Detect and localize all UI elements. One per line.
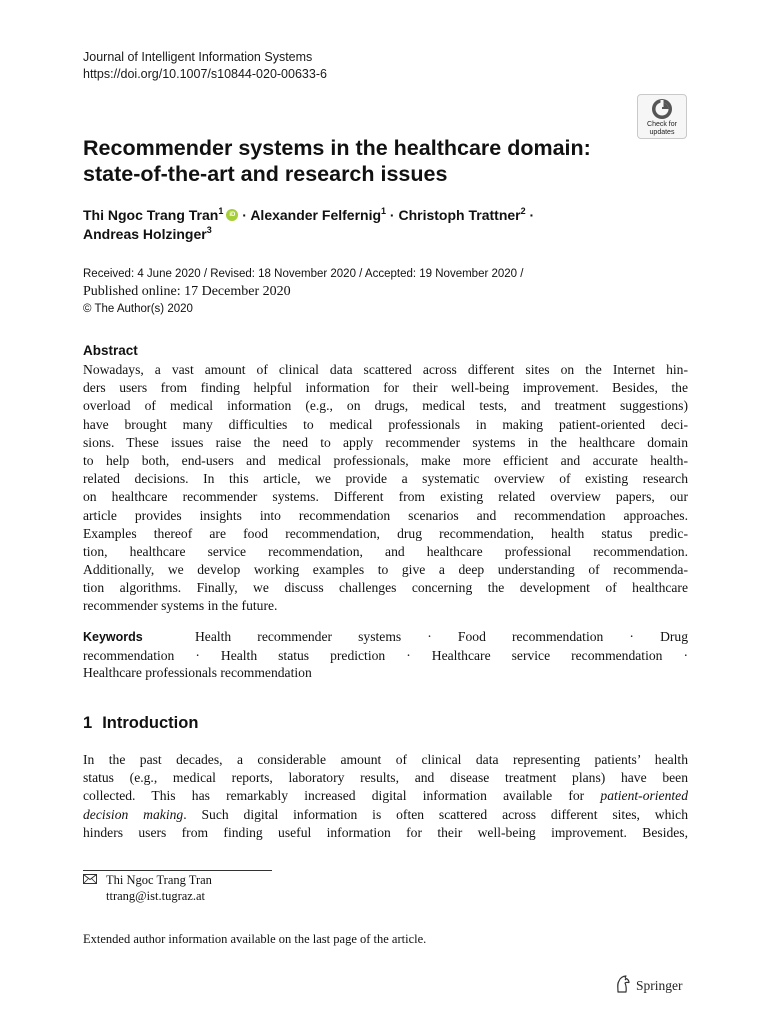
abstract-line: ders users from finding helpful information for their well-being improvement. Besides, the: [83, 380, 688, 396]
extended-author-info: Extended author information available on the last page of the article.: [83, 932, 427, 946]
title-line2: state-of-the-art and research issues: [83, 162, 448, 186]
introduction-line: [83, 824, 688, 842]
abstract-line: Examples thereof are food recommendation, drug recommendation, health status predic-: [83, 525, 688, 541]
footnote-author-name: Thi Ngoc Trang Tran: [106, 873, 212, 887]
abstract-line: to help both, end-users and medical professionals, make more efficient and accurate health-: [83, 452, 688, 468]
abstract-line: article provides insights into recommendation scenarios and recommendation approaches.: [83, 507, 688, 523]
keywords-line: [83, 628, 688, 647]
emphasis-text: patient-oriented: [600, 788, 688, 804]
introduction-line: [83, 806, 688, 824]
author-3-name[interactable]: Christoph Trattner: [398, 207, 521, 223]
orcid-icon[interactable]: [226, 209, 238, 221]
article-dates: [83, 266, 523, 318]
introduction-line: [83, 751, 688, 769]
badge-line2: updates: [649, 129, 675, 136]
text-run: hinders users from finding useful information for their well-being improvement. Besides,: [83, 824, 688, 840]
abstract-line: Nowadays, a vast amount of clinical data scattered across different sites on the Internet hin-: [83, 362, 688, 377]
springer-logo: [615, 975, 683, 997]
published-date: Published online: 17 December 2020: [83, 284, 291, 299]
author-4-name[interactable]: Andreas Holzinger: [83, 226, 207, 242]
title-line1: Recommender systems in the healthcare domain:: [83, 136, 591, 160]
author-4-affiliation: 3: [206, 225, 212, 235]
abstract-line: Additionally, we develop working examples to give a deep understanding of recommenda-: [83, 562, 688, 578]
keywords-section: [83, 628, 688, 682]
keywords-line: Healthcare professionals recommendation: [83, 665, 312, 681]
check-for-updates-badge[interactable]: [637, 94, 687, 139]
springer-horse-icon: [615, 975, 631, 998]
author-2-name[interactable]: Alexander Felfernig: [250, 207, 382, 223]
check-for-updates-icon: [638, 98, 686, 120]
introduction-line: [83, 787, 688, 805]
author-3-affiliation: 2: [520, 206, 526, 216]
received-dates: Received: 4 June 2020 / Revised: 18 November 2020 / Accepted: 19 November 2020 /: [83, 268, 524, 280]
footnote-rule: [83, 870, 272, 871]
abstract-line: tion, healthcare service recommendation, and healthcare professional recommendation.: [83, 543, 688, 559]
author-separator: ·: [389, 207, 395, 223]
section-title: Introduction: [102, 714, 199, 732]
copyright: © The Author(s) 2020: [83, 303, 193, 315]
author-2-affiliation: 1: [381, 206, 387, 216]
text-run: . Such digital information is often scattered across different sites, which: [183, 806, 689, 822]
envelope-icon: [83, 873, 97, 889]
text-run: status (e.g., medical reports, laboratory results, and disease treatment plans) have been: [83, 770, 688, 786]
author-1-affiliation: 1: [218, 206, 224, 216]
badge-line1: Check for: [647, 121, 677, 128]
abstract-line: on healthcare recommender systems. Different from existing related overview papers, our: [83, 489, 688, 505]
doi-link[interactable]: https://doi.org/10.1007/s10844-020-00633-6: [83, 67, 327, 81]
springer-label: Springer: [636, 978, 683, 993]
journal-name: Journal of Intelligent Information Systems: [83, 50, 313, 64]
footnote-email[interactable]: ttrang@ist.tugraz.at: [106, 888, 205, 903]
keywords-label: Keywords: [83, 630, 143, 644]
abstract-line: related decisions. In this article, we provide a systematic overview of existing research: [83, 471, 688, 487]
author-separator: ·: [529, 207, 535, 223]
article-title: [83, 135, 603, 187]
abstract-line: recommender systems in the future.: [83, 598, 278, 614]
emphasis-text: decision making: [83, 806, 184, 822]
abstract-line: sions. These issues raise the need to apply recommender systems in the healthcare domain: [83, 434, 688, 450]
text-run: collected. This has remarkably increased digital information available for: [83, 788, 601, 804]
abstract-body: [83, 361, 688, 616]
section-heading-introduction: [83, 714, 198, 733]
author-1-name[interactable]: Thi Ngoc Trang Tran: [83, 207, 219, 223]
author-list: [83, 206, 643, 244]
section-number: 1: [83, 714, 93, 732]
abstract-line: tion algorithms. Finally, we discuss challenges concerning the development of healthcare: [83, 580, 688, 596]
author-separator: ·: [242, 207, 247, 223]
introduction-body: [83, 751, 688, 842]
keywords-text: Health recommender systems · Food recommendation · Drug: [194, 629, 689, 644]
journal-header: [83, 49, 327, 83]
abstract-line: have brought many difficulties to medical professionals in making patient-oriented deci-: [83, 416, 688, 432]
text-run: In the past decades, a considerable amount of clinical data representing patients’ health: [83, 752, 688, 767]
abstract-heading: Abstract: [83, 343, 138, 358]
abstract-line: overload of medical information (e.g., on drugs, medical tests, and treatment suggestions): [83, 398, 688, 414]
introduction-line: [83, 769, 688, 787]
keywords-line: recommendation · Health status prediction · Healthcare service recommendation ·: [83, 647, 688, 663]
corresponding-author-footnote: [83, 873, 212, 904]
